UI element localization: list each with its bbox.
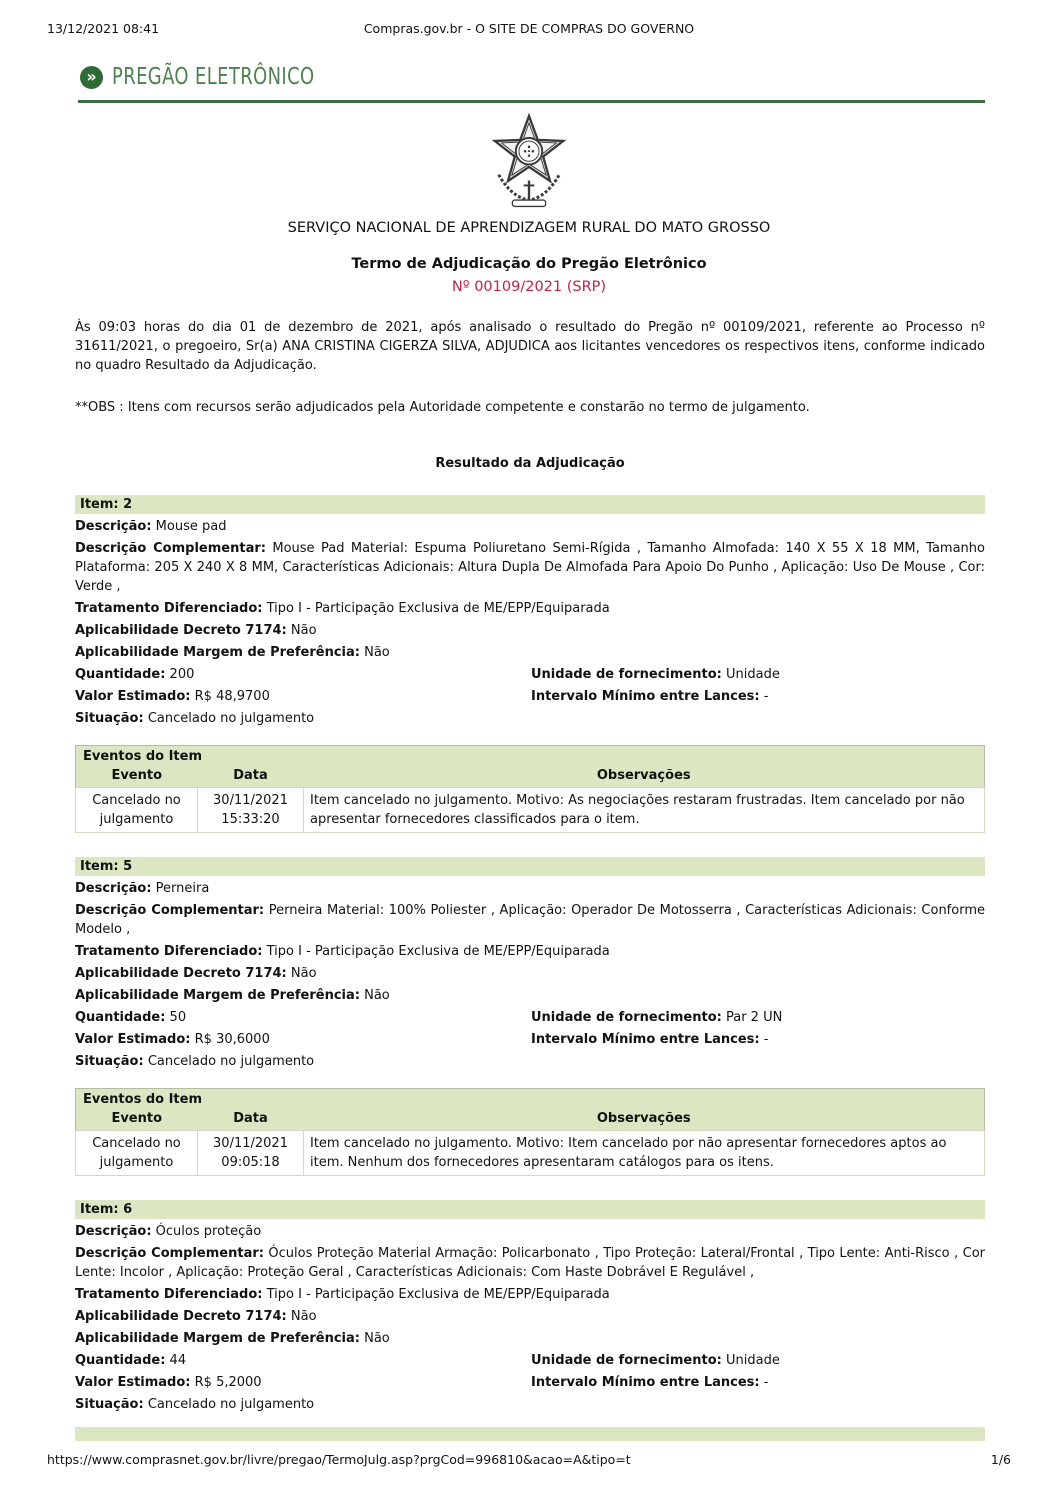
- field-unidade: [531, 1351, 985, 1370]
- field-label: Intervalo Mínimo entre Lances:: [531, 1032, 760, 1047]
- field-label: Descrição Complementar:: [75, 541, 266, 556]
- field-decreto: [75, 1307, 985, 1326]
- field-tratamento: [75, 942, 985, 961]
- field-valor: [75, 1373, 531, 1392]
- field-label: Intervalo Mínimo entre Lances:: [531, 1375, 760, 1390]
- field-descricao: [75, 1222, 985, 1241]
- item-header-bar: Item: 2: [75, 495, 985, 514]
- field-margem: [75, 643, 985, 662]
- field-situacao: [75, 709, 985, 728]
- field-label: Unidade de fornecimento:: [531, 667, 722, 682]
- field-value: Não: [290, 966, 317, 981]
- print-datetime: 13/12/2021 08:41: [47, 21, 160, 36]
- field-value: Não: [290, 1309, 317, 1324]
- document-number: Nº 00109/2021 (SRP): [451, 279, 607, 295]
- events-col-observacoes: Observações: [596, 1111, 691, 1126]
- field-label: Descrição:: [75, 881, 152, 896]
- field-label: Tratamento Diferenciado:: [75, 1287, 263, 1302]
- header-divider: [78, 100, 985, 103]
- field-value: Unidade: [725, 667, 780, 682]
- field-label: Valor Estimado:: [75, 1375, 191, 1390]
- field-valor: [75, 687, 531, 706]
- field-value: -: [763, 1032, 769, 1047]
- logo-text: PREGÃO ELETRÔNICO: [112, 64, 315, 90]
- field-value: Cancelado no julgamento: [147, 1397, 315, 1412]
- field-label: Aplicabilidade Margem de Preferência:: [75, 645, 360, 660]
- field-label: Descrição Complementar:: [75, 903, 265, 918]
- field-row: [75, 684, 985, 706]
- item-header-bar: Item: 5: [75, 857, 985, 876]
- field-value: Óculos Proteção Material Armação: Policarbonato , Tipo Proteção: Lateral/Frontal , Tipo Lente: Anti-Risco , Cor Lente: Incolor , Aplicação: Proteção Geral , Características Adicionais: Com Haste Dobrável E Regulável ,: [75, 1246, 986, 1280]
- field-label: Descrição:: [75, 1224, 152, 1239]
- field-value: 200: [169, 667, 195, 682]
- field-value: 50: [169, 1010, 187, 1025]
- field-label: Intervalo Mínimo entre Lances:: [531, 689, 760, 704]
- item-section-6: [75, 1200, 985, 1441]
- event-observacoes: Item cancelado no julgamento. Motivo: Item cancelado por não apresentar fornecedores aptos ao item. Nenhum dos fornecedores apresentaram catálogos para os itens.: [304, 1131, 985, 1176]
- item-section-5: [75, 857, 985, 1176]
- field-intervalo: [531, 1030, 985, 1049]
- item-fields: [75, 517, 985, 728]
- item-fields: [75, 879, 985, 1071]
- field-row: [75, 1027, 985, 1049]
- field-value: 44: [169, 1353, 187, 1368]
- field-decreto: [75, 621, 985, 640]
- field-tratamento: [75, 599, 985, 618]
- event-observacoes: Item cancelado no julgamento. Motivo: As negociações restaram frustradas. Item cancelado por não apresentar fornecedores classificados para o item.: [304, 788, 985, 833]
- field-margem: [75, 1329, 985, 1348]
- field-quantidade: [75, 665, 531, 684]
- footer-url: https://www.comprasnet.gov.br/livre/pregao/TermoJulg.asp?prgCod=996810&acao=A&tipo=t: [47, 1452, 631, 1467]
- events-col-evento: Evento: [111, 1111, 163, 1126]
- field-value: Cancelado no julgamento: [147, 711, 315, 726]
- field-value: R$ 30,6000: [194, 1032, 270, 1047]
- field-value: Cancelado no julgamento: [147, 1054, 315, 1069]
- field-value: Unidade: [725, 1353, 780, 1368]
- field-label: Situação:: [75, 711, 144, 726]
- field-value: Tipo I - Participação Exclusiva de ME/EPP/Equiparada: [266, 601, 610, 616]
- field-value: Não: [364, 645, 390, 660]
- field-value: Não: [290, 623, 317, 638]
- event-data: 30/11/2021 15:33:20: [198, 788, 304, 833]
- field-label: Descrição Complementar:: [75, 1246, 264, 1261]
- field-quantidade: [75, 1008, 531, 1027]
- field-value: -: [763, 689, 769, 704]
- double-chevron-right-circle-icon: »: [80, 66, 103, 89]
- obs-paragraph: **OBS : Itens com recursos serão adjudicados pela Autoridade competente e constarão no termo de julgamento.: [75, 400, 810, 415]
- field-label: Aplicabilidade Margem de Preferência:: [75, 1331, 360, 1346]
- event-data: 30/11/2021 09:05:18: [198, 1131, 304, 1176]
- field-intervalo: [531, 1373, 985, 1392]
- field-value: R$ 5,2000: [194, 1375, 262, 1390]
- field-value: Não: [364, 1331, 390, 1346]
- brazil-coat-of-arms-icon: [0, 112, 1058, 210]
- item-header-bar: Item: 6: [75, 1200, 985, 1219]
- field-label: Unidade de fornecimento:: [531, 1010, 722, 1025]
- field-label: Tratamento Diferenciado:: [75, 944, 263, 959]
- field-label: Quantidade:: [75, 667, 166, 682]
- events-col-data: Data: [233, 1111, 268, 1126]
- field-label: Aplicabilidade Decreto 7174:: [75, 966, 287, 981]
- events-table-title: Eventos do Item: [83, 1092, 203, 1107]
- print-page-title: Compras.gov.br - O SITE DE COMPRAS DO GOVERNO: [363, 21, 695, 36]
- field-label: Tratamento Diferenciado:: [75, 601, 263, 616]
- field-row: [75, 662, 985, 684]
- item-events-table: [75, 745, 985, 833]
- field-descricao-complementar: [75, 901, 985, 939]
- event-row: [76, 1131, 985, 1176]
- field-value: Perneira: [155, 881, 210, 896]
- field-label: Quantidade:: [75, 1353, 166, 1368]
- field-margem: [75, 986, 985, 1005]
- field-unidade: [531, 665, 985, 684]
- field-label: Quantidade:: [75, 1010, 166, 1025]
- truncated-events-table-bar: [75, 1427, 985, 1441]
- field-row: [75, 1348, 985, 1370]
- field-descricao-complementar: [75, 1244, 985, 1282]
- field-row: [75, 1370, 985, 1392]
- field-value: Tipo I - Participação Exclusiva de ME/EPP/Equiparada: [266, 944, 610, 959]
- field-label: Situação:: [75, 1397, 144, 1412]
- field-situacao: [75, 1395, 985, 1414]
- field-unidade: [531, 1008, 985, 1027]
- footer-page-number: 1/6: [990, 1452, 1011, 1467]
- field-descricao-complementar: [75, 539, 985, 596]
- field-value: R$ 48,9700: [194, 689, 270, 704]
- item-fields: [75, 1222, 985, 1414]
- event-evento: Cancelado no julgamento: [76, 788, 198, 833]
- field-situacao: [75, 1052, 985, 1071]
- item-section-2: [75, 495, 985, 833]
- events-col-observacoes: Observações: [596, 768, 691, 783]
- field-valor: [75, 1030, 531, 1049]
- field-tratamento: [75, 1285, 985, 1304]
- print-header: [0, 21, 1058, 39]
- field-value: Óculos proteção: [155, 1224, 262, 1239]
- organization-name: SERVIÇO NACIONAL DE APRENDIZAGEM RURAL DO MATO GROSSO: [287, 220, 771, 236]
- events-col-evento: Evento: [111, 768, 163, 783]
- field-decreto: [75, 964, 985, 983]
- intro-paragraph: Às 09:03 horas do dia 01 de dezembro de 2021, após analisado o resultado do Pregão nº 00109/2021, referente ao Processo nº 31611/2021, o pregoeiro, Sr(a) ANA CRISTINA CIGERZA SILVA, ADJUDICA aos licitantes vencedores os respectivos itens, conforme indicado no quadro Resultado da Adjudicação.: [75, 320, 985, 373]
- events-table-title: Eventos do Item: [83, 749, 203, 764]
- document-body: [0, 112, 1058, 1441]
- field-value: Não: [364, 988, 390, 1003]
- field-label: Valor Estimado:: [75, 1032, 191, 1047]
- field-descricao: [75, 517, 985, 536]
- field-value: Mouse Pad Material: Espuma Poliuretano Semi-Rígida , Tamanho Almofada: 140 X 55 X 18 MM, Tamanho Plataforma: 205 X 240 X 8 MM, Características Adicionais: Altura Dupla De Almofada Para Apoio Do Punho , Aplicação: Uso De Mouse , Cor: Verde ,: [75, 541, 985, 594]
- field-label: Aplicabilidade Margem de Preferência:: [75, 988, 360, 1003]
- field-label: Aplicabilidade Decreto 7174:: [75, 1309, 287, 1324]
- pregao-eletronico-logo: [80, 64, 372, 90]
- field-label: Unidade de fornecimento:: [531, 1353, 722, 1368]
- field-label: Valor Estimado:: [75, 689, 191, 704]
- field-label: Aplicabilidade Decreto 7174:: [75, 623, 287, 638]
- document-title: Termo de Adjudicação do Pregão Eletrônico: [351, 256, 707, 272]
- field-value: Mouse pad: [155, 519, 227, 534]
- content-area: [75, 318, 985, 1441]
- event-row: [76, 788, 985, 833]
- field-descricao: [75, 879, 985, 898]
- result-section-title: Resultado da Adjudicação: [435, 456, 625, 471]
- field-value: Perneira Material: 100% Poliester , Aplicação: Operador De Motosserra , Características Adicionais: Conforme Modelo ,: [75, 903, 985, 937]
- field-value: Tipo I - Participação Exclusiva de ME/EPP/Equiparada: [266, 1287, 610, 1302]
- field-label: Descrição:: [75, 519, 152, 534]
- events-col-data: Data: [233, 768, 268, 783]
- item-events-table: [75, 1088, 985, 1176]
- field-value: Par 2 UN: [725, 1010, 783, 1025]
- field-intervalo: [531, 687, 985, 706]
- field-row: [75, 1005, 985, 1027]
- field-value: -: [763, 1375, 769, 1390]
- field-label: Situação:: [75, 1054, 144, 1069]
- print-footer: [47, 1452, 1011, 1467]
- event-evento: Cancelado no julgamento: [76, 1131, 198, 1176]
- field-quantidade: [75, 1351, 531, 1370]
